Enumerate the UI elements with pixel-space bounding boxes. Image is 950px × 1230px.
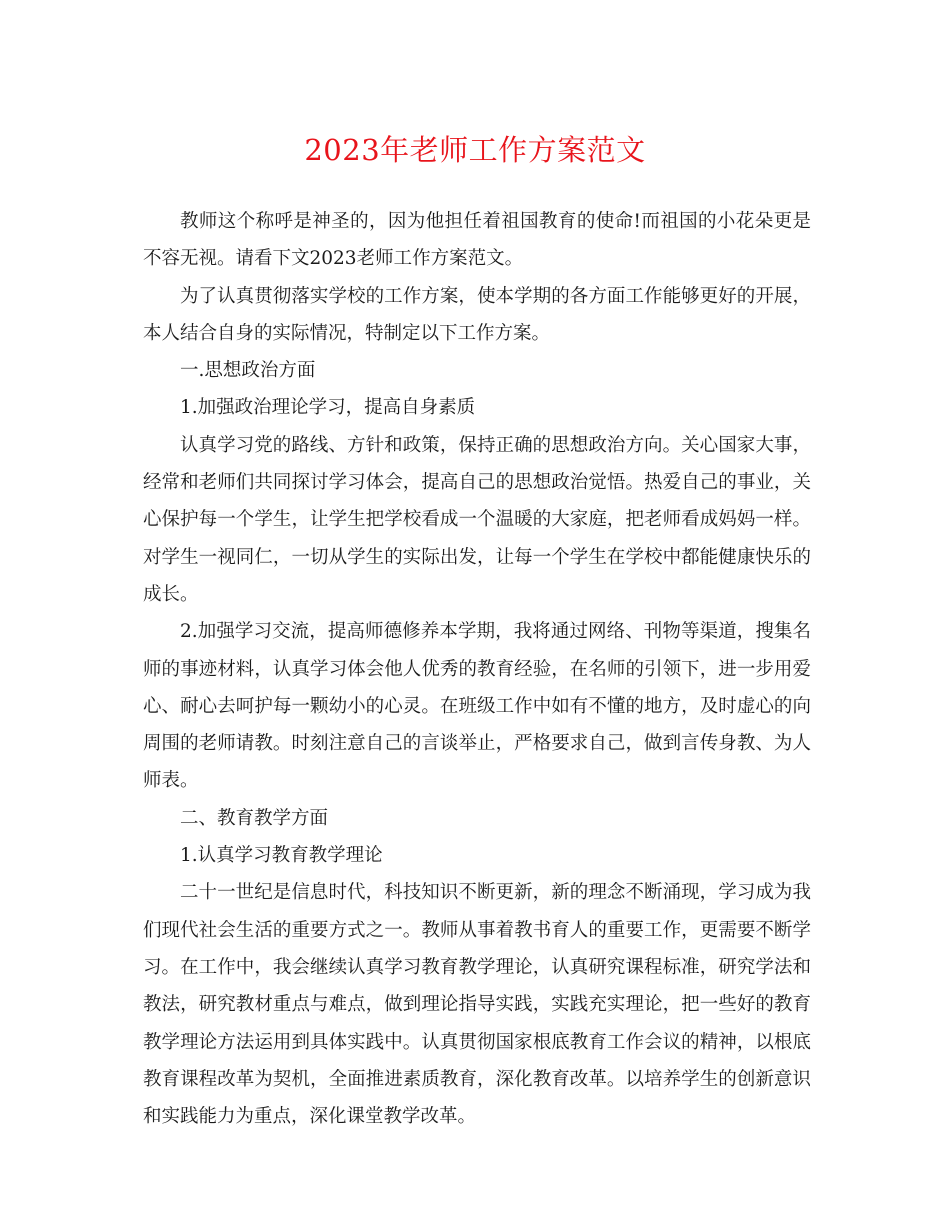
paragraph-teaching-theory: 二十一世纪是信息时代，科技知识不断更新，新的理念不断涌现，学习成为我们现代社会生活的重要方式之一。教师从事着教书育人的重要工作，更需要不断学习。在工作中，我会继续认真学习教育教学理论，认真研究课程标准，研究学法和教法，研究教材重点与难点，做到理论指导实践，实践充实理论，把一些好的教育教学理论方法运用到具体实践中。认真贯彻国家根底教育工作会议的精神，以根底教育课程改革为契机，全面推进素质教育，深化教育改革。以培养学生的创新意识和实践能力为重点，深化课堂教学改革。 bbox=[143, 882, 811, 1128]
paragraph-purpose: 为了认真贯彻落实学校的工作方案，使本学期的各方面工作能够更好的开展，本人结合自身的实际情况，特制定以下工作方案。 bbox=[143, 285, 811, 344]
section-heading-ideology: 一.思想政治方面 bbox=[180, 360, 316, 382]
document-body bbox=[143, 203, 811, 1135]
paragraph-political-study: 认真学习党的路线、方针和政策，保持正确的思想政治方向。关心国家大事，经常和老师们共同探讨学习体会，提高自己的思想政治觉悟。热爱自己的事业，关心保护每一个学生，让学生把学校看成一个温暖的大家庭，把老师看成妈妈一样。对学生一视同仁，一切从学生的实际出发，让每一个学生在学校中都能健康快乐的成长。 bbox=[143, 434, 811, 605]
section-heading-teaching: 二、教育教学方面 bbox=[180, 807, 329, 829]
document-title: 2023年老师工作方案范文 bbox=[304, 133, 646, 167]
subheading-political-study: 1.加强政治理论学习，提高自身素质 bbox=[180, 397, 476, 419]
paragraph-ethics: 2.加强学习交流，提高师德修养本学期，我将通过网络、刊物等渠道，搜集名师的事迹材料，认真学习体会他人优秀的教育经验，在名师的引领下，进一步用爱心、耐心去呵护每一颗幼小的心灵。在班级工作中如有不懂的地方，及时虚心的向周围的老师请教。时刻注意自己的言谈举止，严格要求自己，做到言传身教、为人师表。 bbox=[143, 621, 811, 792]
subheading-teaching-theory: 1.认真学习教育教学理论 bbox=[180, 845, 383, 867]
paragraph-intro: 教师这个称呼是神圣的，因为他担任着祖国教育的使命!而祖国的小花朵更是不容无视。请看下文2023老师工作方案范文。 bbox=[143, 211, 811, 270]
